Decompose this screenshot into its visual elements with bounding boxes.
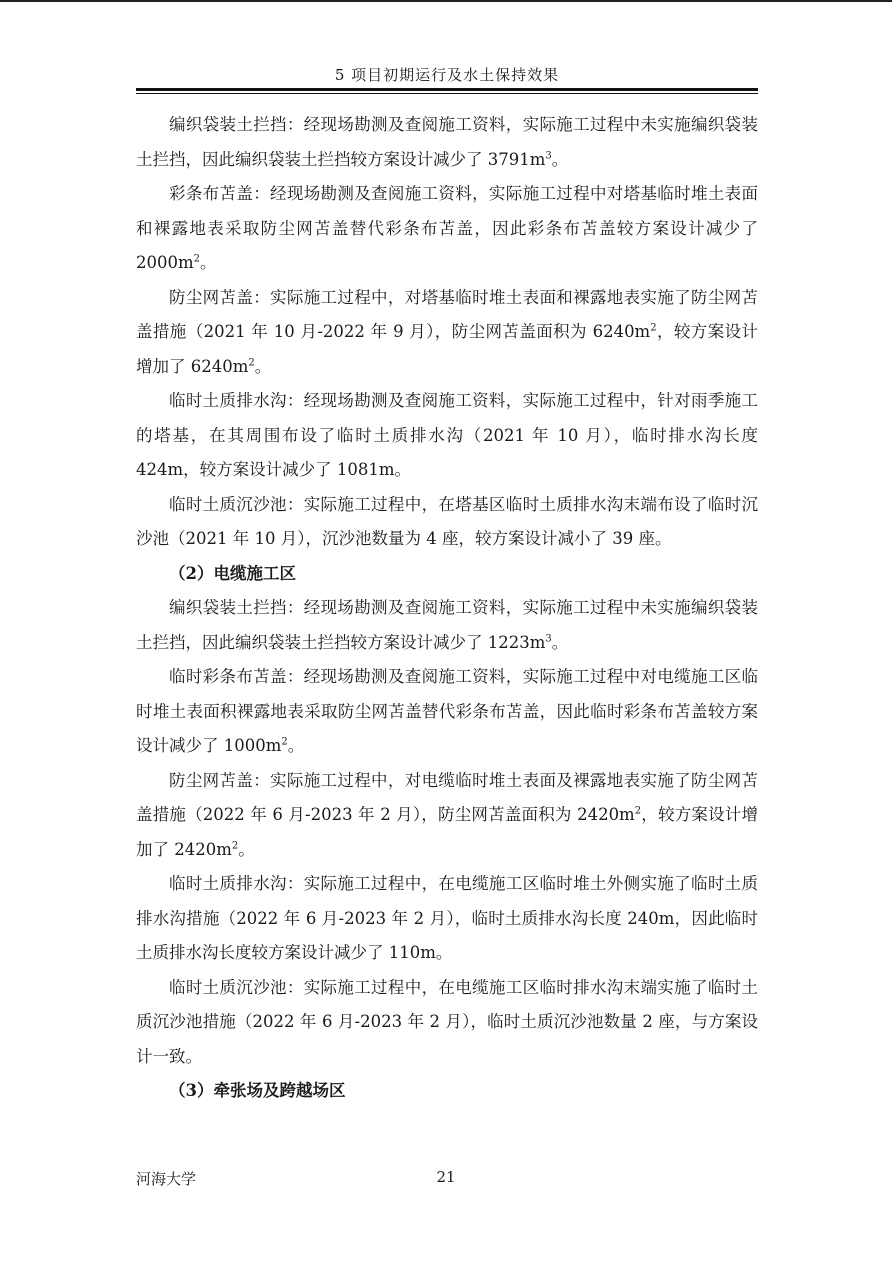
section-heading-stringing: （3）牵张场及跨越场区: [169, 1081, 346, 1100]
footer-page-number: 21: [436, 1168, 456, 1186]
section-heading-cable: （2）电缆施工区: [169, 563, 296, 583]
paragraph-dust-net-cable: 防尘网苫盖：实际施工过程中，对电缆临时堆土表面及裸露地表实施了防尘网苫盖措施（2022 年 6 月-2023 年 2 月），防尘网苫盖面积为 $2420m^2$，较方案设计增加了 $2420m^2$。: [136, 770, 759, 859]
paragraph-tarp-cover-cable: 临时彩条布苫盖：经现场勘测及查阅施工资料，实际施工过程中对电缆施工区临时堆土表面积裸露地表采取防尘网苫盖替代彩条布苫盖，因此临时彩条布苫盖较方案设计减少了 $1000m^2$。: [136, 667, 758, 755]
paragraph-sedimentation-cable: 临时土质沉沙池：实际施工过程中，在电缆施工区临时排水沟末端实施了临时土质沉沙池措施（2022 年 6 月-2023 年 2 月），临时土质沉沙池数量 2 座，与方案设计一致。: [136, 977, 758, 1066]
running-header: 5 项目初期运行及水土保持效果: [334, 66, 560, 84]
page-top-border: [0, 0, 892, 2]
paragraph-dust-net-tower: 防尘网苫盖：实际施工过程中，对塔基临时堆土表面和裸露地表实施了防尘网苫盖措施（2021 年 10 月-2022 年 9 月），防尘网苫盖面积为 $6240m^2$，较方案设计增加了 $6240m^2$。: [136, 287, 759, 376]
paragraph-tarp-cover-tower: 彩条布苫盖：经现场勘测及查阅施工资料，实际施工过程中对塔基临时堆土表面和裸露地表采取防尘网苫盖替代彩条布苫盖，因此彩条布苫盖较方案设计减少了 $2000m^2$。: [136, 184, 758, 272]
paragraph-drain-ditch-cable: 临时土质排水沟：实际施工过程中，在电缆施工区临时堆土外侧实施了临时土质排水沟措施（2022 年 6 月-2023 年 2 月），临时土质排水沟长度 240m，因此临时土质排水沟长度较方案设计减少了 110m。: [136, 874, 758, 962]
body-content: [136, 108, 758, 1109]
header-rule-thick: [136, 88, 758, 91]
paragraph-bag-barrier-cable: 编织袋装土拦挡：经现场勘测及查阅施工资料，实际施工过程中未实施编织袋装土拦挡，因此编织袋装土拦挡较方案设计减少了 $1223m^3$。: [136, 598, 758, 652]
footer-institution: 河海大学: [136, 1170, 197, 1188]
paragraph-drain-ditch-tower: 临时土质排水沟：经现场勘测及查阅施工资料，实际施工过程中，针对雨季施工的塔基，在其周围布设了临时土质排水沟（2021 年 10 月），临时排水沟长度 424m，较方案设计减少了 1081m。: [136, 391, 758, 479]
header-rule-thin: [136, 93, 758, 94]
paragraph-sedimentation-tower: 临时土质沉沙池：实际施工过程中，在塔基区临时土质排水沟末端布设了临时沉沙池（2021 年 10 月），沉沙池数量为 4 座，较方案设计减小了 39 座。: [136, 494, 758, 548]
paragraph-bag-barrier-tower: 编织袋装土拦挡：经现场勘测及查阅施工资料，实际施工过程中未实施编织袋装土拦挡，因此编织袋装土拦挡较方案设计减少了 $3791m^3$。: [136, 115, 758, 169]
